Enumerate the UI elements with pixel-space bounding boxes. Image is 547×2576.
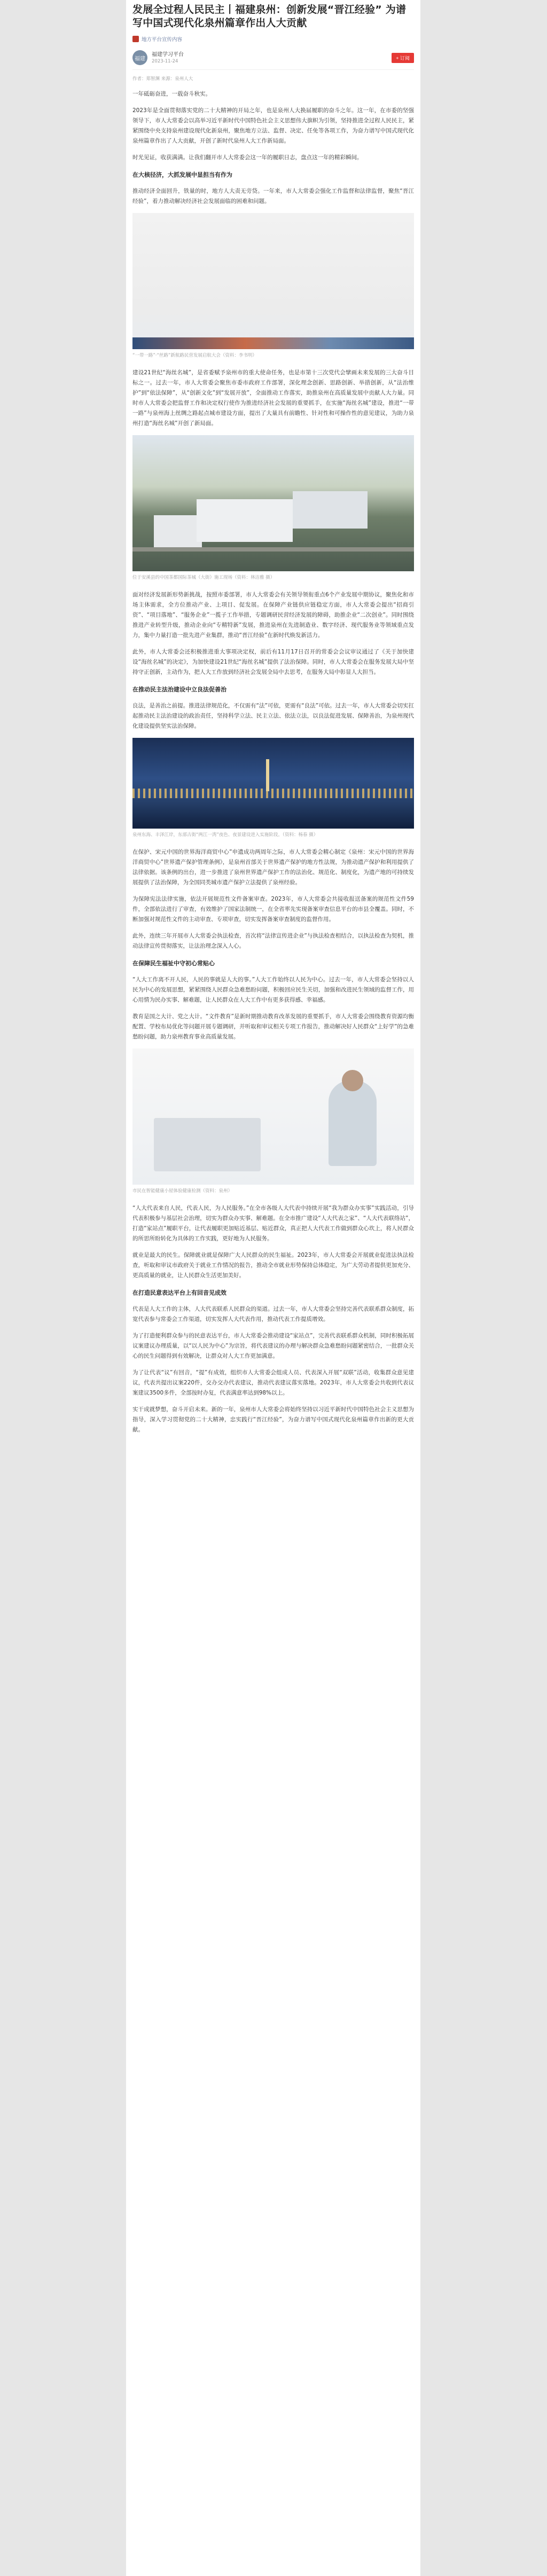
paragraph: “人大代表来自人民，代表人民，为人民服务。”在全市各级人大代表中持续开展“我为群众办实事”实践活动，引导代表积极参与基层社会治理，切实为群众办实事、解难题。在全市推广建设“人大代表之家”、“人大代表联络站”，打造“家站点”履职平台，让代表履职更加贴近基层、贴近群众，真正把人大代表工作做到群众心坎上，将人民群众的所思所盼转化为具体的工作实践，更好地为人民服务。 [132,1205,414,1242]
photo-caption: 泉州东海、丰泽江岸，东部古街“两江一湾”夜色、夜景建设进入实施阶段。（资料：杨春 摄） [132,832,318,838]
account-info[interactable] [132,50,184,65]
divider [132,69,414,70]
article-page [126,0,420,2576]
paragraph: 此外，市人大常委会还积极推进重大事项决定权，前后有11月17日召开的常委会会议审议通过了《关于加快建设“海丝名城”的决定》，为加快建设21世纪“海丝名城”提供了法治保障。同时，市人大常委会在服务发展大局中坚持守正创新，主动作为，把人大工作放到经济社会发展全局中去思考，在服务大局中彰显人大担当。 [132,649,414,675]
avatar[interactable]: 福建 [132,50,147,65]
article-photo[interactable] [132,435,414,571]
paragraph: 良法，是善治之前提。推进法律规范化，不仅需有“法”可依，更需有“良法”可依。过去一年，市人大常委会切实扛起推动民主法治建设的政治责任，坚持科学立法、民主立法、依法立法，以良法促进发展、保障善治，为泉州现代化建设提供坚实法治保障。 [132,703,414,729]
paragraph: 推动经济全面回升，铁量的时，地方人大责无旁贷。一年来，市人大常委会强化工作监督和法律监督，聚焦“晋江经验”，着力推动解决经济社会发展面临的困难和问题。 [132,188,414,204]
photo-detail [132,337,414,349]
photo-caption: “一带一路”·“丝路”新航路民营发展启航大会（资料：李书明） [132,353,257,358]
section-heading: 在大核径济，大抓发展中显担当有作为 [132,171,232,178]
paragraph: 在保护、宋元中国的世界海洋商贸中心”申遗成功两周年之际，市人大常委会精心制定《泉州：宋元中国的世界海洋商贸中心”世界遗产保护管理条例》，是泉州首部关于世界遗产保护的地方性法规，为推动遗产保护和利用提供了法律依据。该条例的出台，进一步推进了泉州世界遗产保护工作的法治化、规范化、制度化，为遗产地的可持续发展提供了法治保障，为全国同类城市遗产保护立法提供了泉州经验。 [132,849,414,886]
paragraph: 建设21世纪“海丝名城”，是省委赋予泉州市的重大使命任务，也是市第十三次党代会擘画未来发展的三大奋斗目标之一。过去一年，市人大常委会聚焦市委市政府工作部署，深化理念创新、思路创新、举措创新，从“法治维护”到“依法保障”，从“创新文化”到“发展开放”，全面推动工作落实，助推泉州在高质量发展中贡献人大力量。同时市人大常委会把监督工作和决定权行使作为推进经济社会发展的重要抓手，在实施“海丝名城”建设，推进“一带一路”与泉州海上丝绸之路起点城市建设方面，提出了大量具有前瞻性、针对性和可操作性的意见建议，为助力泉州打造“海丝名城”开创了新局面。 [132,369,414,427]
photo-detail [342,1070,363,1091]
article-photo[interactable] [132,738,414,829]
photo-detail [329,1081,377,1166]
photo-detail [197,499,293,542]
article-photo[interactable] [132,213,414,349]
publish-date: 2023-11-24 [152,58,178,64]
photo-caption: 位于安溪县的中国茶都国际茶城（大街）施工现场（资料：林洁雅 摄） [132,575,275,580]
paragraph: 时光见证，收获满满。让我们翻开市人大常委会这一年的履职日志，盘点这一年的精彩瞬间。 [132,154,363,161]
paragraph: 就业是最大的民生。保障就业就是保障广大人民群众的民生福祉。2023年，市人大常委会开展就业促进法执法检查，听取和审议市政府关于就业工作情况的报告，推动全市就业形势保持总体稳定，为广大劳动者提供更加充分、更高质量的就业，让人民群众生活更加美好。 [132,1252,414,1279]
paragraph: 一年砥砺奋进，一载奋斗秋实。 [132,91,211,97]
paragraph: 代表是人大工作的主体，人大代表联系人民群众的渠道。过去一年，市人大常委会坚持完善代表联系群众制度，拓宽代表参与常委会工作渠道，切实发挥人大代表作用，推动代表工作提质增效。 [132,1306,414,1322]
photo-detail [293,491,368,529]
source-tag [132,35,414,43]
photo-detail [132,547,414,552]
section-heading: 在保障民生福祉中守初心常贴心 [132,960,215,967]
paragraph: 为了打造便利群众参与的民意表达平台，市人大常委会推动建设“家站点”，完善代表联系群众机制，同时积极拓展议案建议办理质量，以“以人民为中心”为宗旨，将代表建议的办理与解决群众急难愁盼问题紧密结合，一批群众关心的民生问题得到有效解决，让群众对人大工作更加满意。 [132,1333,414,1359]
photo-detail [132,789,414,798]
source-icon [132,36,139,42]
photo-detail [154,515,202,547]
section-heading: 在打造民意表达平台上有回音见成效 [132,1289,226,1296]
source-tag-label: 地方平台宣传内容 [142,37,183,43]
paragraph: 面对经济发展新形势新挑战，按照市委部署，市人大常委会有关领导领衔重点6个产业发展中期协议，聚焦化和市场主体需求，全方位推动产业、上项目、促发展。在保障产业链供应链稳定方面，市人大常委会提出“招商引资”、“项目落地”、“服务企业”一揽子工作举措，专题调研民营经济发展的障碍，助推企业“二次创业”。同时围绕推进产业转型升级，推动企业向“专精特新”发展，推进泉州在先进制造业、数字经济、现代服务业等领域重点发力，集中力量打造一批先进产业集群，推动“晋江经验”在新时代焕发新活力。 [132,592,414,639]
paragraph: 教育是国之大计、党之大计。“文件教育”是新时期推动教育改革发展的重要抓手，市人大常委会围绕教育资源均衡配置、学校布局优化等问题开展专题调研，并听取和审议相关专项工作报告，推动解决好人民群众“上好学”的急难愁盼问题，助力泉州教育事业高质量发展。 [132,1013,414,1040]
account-bar [132,50,414,65]
photo-caption: 市民在智能健康小屋体验健康检测（资料：泉州） [132,1188,233,1194]
article-container [126,0,420,1435]
account-name[interactable]: 福建学习平台 [152,51,184,58]
article-photo[interactable] [132,1049,414,1185]
photo-detail [154,1118,261,1171]
article-title: 发展全过程人民民主丨福建泉州：创新发展“晋江经验” 为谱写中国式现代化泉州篇章作出人大贡献 [132,4,407,29]
paragraph: 为保障宪法法律实施，依法开展规范性文件备案审查。2023年，市人大常委会共接收报送备案的规范性文件59件，全部依法进行了审查，有效维护了国家法制统一，在全省率先实现备案审查信息平台的市县全覆盖。同时，不断加强对规范性文件的主动审查、专项审查，切实发挥备案审查制度的监督作用。 [132,896,414,923]
follow-button[interactable]: + 订阅 [392,53,414,63]
paragraph: 实干成就梦想，奋斗开启未来。新的一年，泉州市人大常委会将始终坚持以习近平新时代中国特色社会主义思想为指导，深入学习贯彻党的二十大精神，忠实践行“晋江经验”，为奋力谱写中国式现代化泉州篇章作出新的更大贡献。 [132,1406,414,1433]
article-body [132,89,414,1435]
paragraph: 为了让代表“议”有回音，“提”有成效，组织市人大常委会组成人员、代表深入开展“双联”活动，收集群众意见建议，代表共提出议案220件，交办交办代表建议，推动代表建议落实落地。2023年，市人大常委会共收到代表议案建议3500多件，全部按时办复，代表满意率达到98%以上。 [132,1369,414,1396]
section-heading: 在推动民主法治建设中立良法促善治 [132,686,226,693]
paragraph: 此外，连续三年开展市人大常委会执法检查，首次将“法律宣传进企业”与执法检查相结合，以执法检查为契机，推动法律宣传贯彻落实，让法治理念深入人心。 [132,933,414,949]
paragraph: “人大工作离不开人民，人民的事就是人大的事。”人大工作始终以人民为中心。过去一年，市人大常委会坚持以人民为中心的发展思想，紧紧围绕人民群众急难愁盼问题，积极回应民生关切，加强和改进民生领域的监督工作，用心用情为民办实事、解难题，让人民群众在人大工作中有更多获得感、幸福感。 [132,976,414,1003]
byline: 作者：郑智渊 来源：泉州人大 [132,76,193,82]
photo-detail [266,759,269,791]
paragraph: 2023年是全面贯彻落实党的二十大精神的开局之年，也是泉州人大换届履职的奋斗之年。这一年，在市委的坚强领导下，市人大常委会以高举习近平新时代中国特色社会主义思想伟大旗帜为引领，坚持推进全过程人民民主，紧紧围绕中央支持泉州建设现代化新泉州，聚焦地方立法、监督、决定、任免等各项工作，为奋力谱写中国式现代化泉州篇章作出了人大贡献，开创了新时代泉州人大工作新局面。 [132,107,414,144]
